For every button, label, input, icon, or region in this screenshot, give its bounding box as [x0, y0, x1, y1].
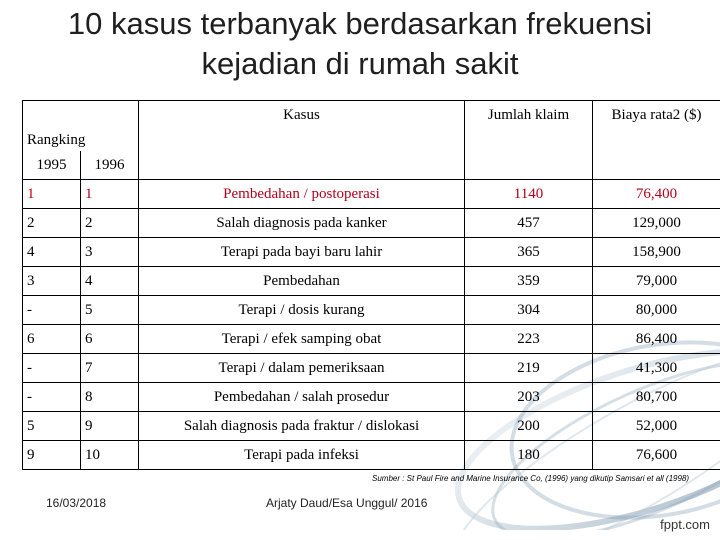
table-row: [23, 238, 720, 267]
header-rangking: Rangking: [23, 101, 139, 152]
cell-kasus: Salah diagnosis pada kanker: [139, 209, 465, 238]
cell-kasus: Terapi pada bayi baru lahir: [139, 238, 465, 267]
table-header-row: [23, 101, 720, 152]
cell-biaya: 80,700: [593, 383, 720, 412]
cell-rank-1995: 4: [23, 238, 81, 267]
cell-biaya: 41,300: [593, 354, 720, 383]
table-row: [23, 325, 720, 354]
source-note: Sumber : St Paul Fire and Marine Insurance Co, (1996) yang dikutip Samsari et all (1998): [372, 474, 690, 483]
footer-author: Arjaty Daud/Esa Unggul/ 2016: [266, 496, 428, 510]
cell-klaim: 1140: [465, 180, 593, 209]
brand-watermark: fppt.com: [660, 517, 710, 532]
cell-klaim: 200: [465, 412, 593, 441]
cell-kasus: Pembedahan: [139, 267, 465, 296]
cell-kasus: Salah diagnosis pada fraktur / dislokasi: [139, 412, 465, 441]
cell-klaim: 203: [465, 383, 593, 412]
footer-date: 16/03/2018: [46, 496, 107, 510]
table-row: [23, 383, 720, 412]
cell-rank-1996: 8: [81, 383, 139, 412]
cell-biaya: 52,000: [593, 412, 720, 441]
table-row: [23, 412, 720, 441]
cell-biaya: 79,000: [593, 267, 720, 296]
header-year-1996: 1996: [81, 151, 139, 180]
cell-klaim: 359: [465, 267, 593, 296]
cell-rank-1995: -: [23, 296, 81, 325]
cell-rank-1995: 2: [23, 209, 81, 238]
cell-rank-1995: -: [23, 354, 81, 383]
cell-kasus: Terapi / dosis kurang: [139, 296, 465, 325]
cell-kasus: Terapi / efek samping obat: [139, 325, 465, 354]
table-row: [23, 180, 720, 209]
cell-biaya: 129,000: [593, 209, 720, 238]
cell-rank-1996: 9: [81, 412, 139, 441]
cell-klaim: 304: [465, 296, 593, 325]
cell-klaim: 223: [465, 325, 593, 354]
cell-rank-1996: 1: [81, 180, 139, 209]
cell-rank-1995: 3: [23, 267, 81, 296]
cell-klaim: 219: [465, 354, 593, 383]
cell-rank-1996: 6: [81, 325, 139, 354]
cell-biaya: 80,000: [593, 296, 720, 325]
cell-rank-1996: 2: [81, 209, 139, 238]
cell-rank-1996: 7: [81, 354, 139, 383]
cell-rank-1995: 9: [23, 441, 81, 470]
cell-rank-1995: -: [23, 383, 81, 412]
header-kasus: Kasus: [139, 101, 465, 180]
table-row: [23, 267, 720, 296]
cell-rank-1995: 6: [23, 325, 81, 354]
slide-title-line-1: 10 kasus terbanyak berdasarkan frekuensi: [67, 6, 653, 41]
cell-biaya: 76,400: [593, 180, 720, 209]
header-year-1995: 1995: [23, 151, 81, 180]
table-row: [23, 441, 720, 470]
cell-biaya: 76,600: [593, 441, 720, 470]
slide-title: [0, 4, 720, 84]
cell-rank-1996: 4: [81, 267, 139, 296]
cell-rank-1996: 3: [81, 238, 139, 267]
cell-rank-1996: 10: [81, 441, 139, 470]
cell-kasus: Terapi pada infeksi: [139, 441, 465, 470]
table-row: [23, 354, 720, 383]
cell-rank-1995: 5: [23, 412, 81, 441]
cell-kasus: Pembedahan / salah prosedur: [139, 383, 465, 412]
cell-klaim: 365: [465, 238, 593, 267]
cell-rank-1996: 5: [81, 296, 139, 325]
cell-biaya: 86,400: [593, 325, 720, 354]
table-row: [23, 209, 720, 238]
slide-title-line-2: kejadian di rumah sakit: [201, 46, 519, 81]
cell-kasus: Terapi / dalam pemeriksaan: [139, 354, 465, 383]
cell-kasus: Pembedahan / postoperasi: [139, 180, 465, 209]
table-row: [23, 296, 720, 325]
cases-table: [22, 100, 720, 470]
header-jumlah-klaim: Jumlah klaim: [465, 101, 593, 180]
cell-klaim: 180: [465, 441, 593, 470]
header-biaya: Biaya rata2 ($): [593, 101, 720, 180]
cell-rank-1995: 1: [23, 180, 81, 209]
cell-klaim: 457: [465, 209, 593, 238]
cell-biaya: 158,900: [593, 238, 720, 267]
